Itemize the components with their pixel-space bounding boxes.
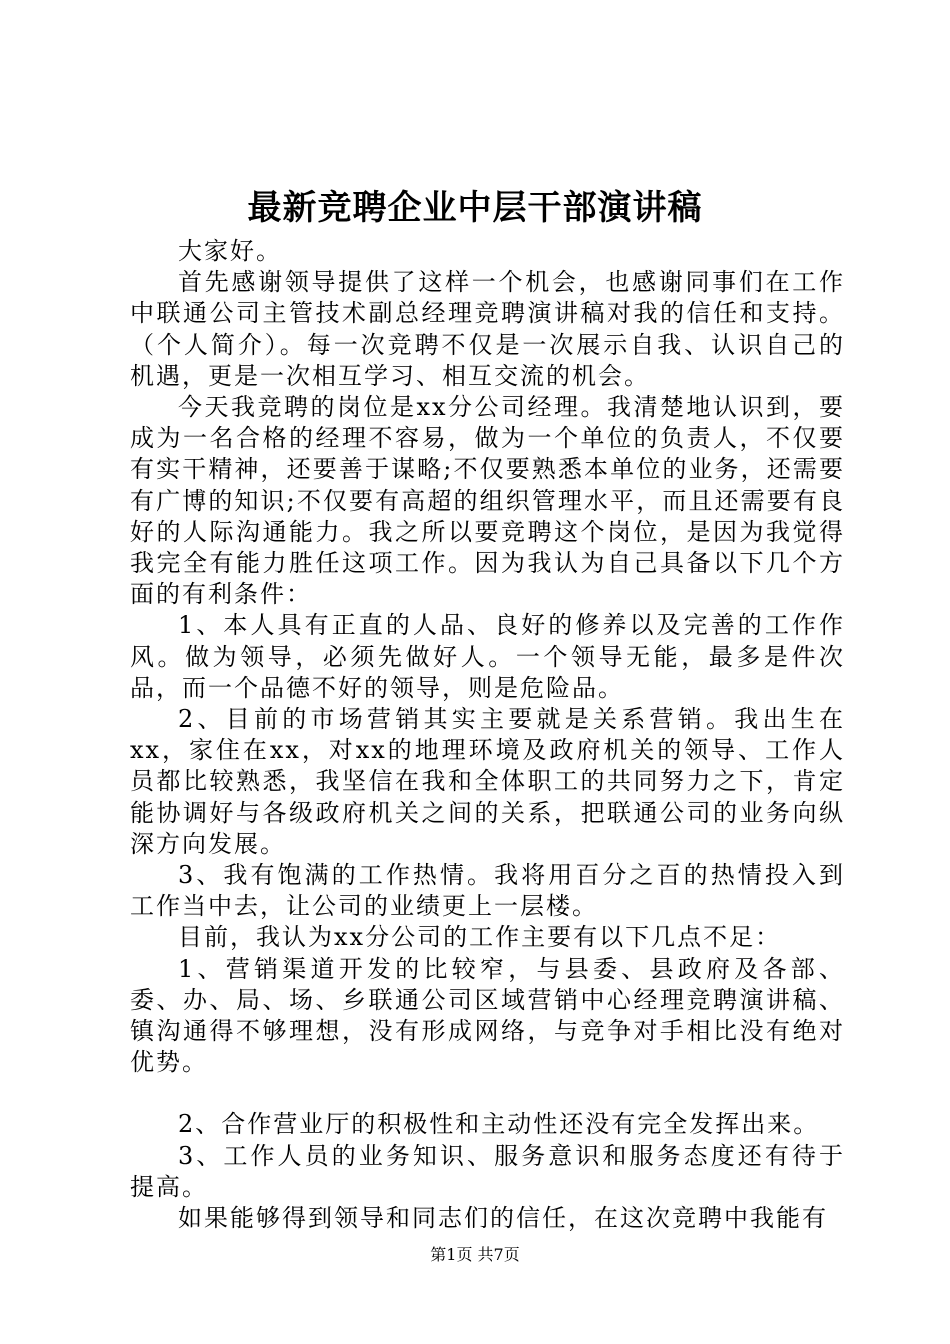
paragraph-shortcoming-2: 2、合作营业厅的积极性和主动性还没有完全发挥出来。: [178, 1110, 820, 1139]
page-number-footer: 第1页 共7页: [430, 1245, 520, 1264]
paragraph-position: 今天我竞聘的岗位是xx分公司经理。我清楚地认识到，要成为一名合格的经理不容易，做为一个单位的负责人，不仅要有实干精神，还要善于谋略;不仅要熟悉本单位的业务，还需要有广博的知识;不仅要有高超的组织管理水平，而且还需要有良好的人际沟通能力。我之所以要竞聘这个岗位，是因为我觉得我完全有能力胜任这项工作。因为我认为自己具备以下几个方面的有利条件：: [130, 393, 845, 609]
paragraph-condition-1: 1、本人具有正直的人品、良好的修养以及完善的工作作风。做为领导，必须先做好人。一个领导无能，最多是件次品，而一个品德不好的领导，则是危险品。: [130, 611, 845, 702]
paragraph-shortcoming-1: 1、营销渠道开发的比较窄，与县委、县政府及各部、委、办、局、场、乡联通公司区域营销中心经理竞聘演讲稿、镇沟通得不够理想，没有形成网络，与竞争对手相比没有绝对优势。: [130, 954, 845, 1077]
paragraph-shortcoming-3: 3、工作人员的业务知识、服务意识和服务态度还有待于提高。: [130, 1141, 845, 1201]
paragraph-condition-2: 2、目前的市场营销其实主要就是关系营销。我出生在xx，家住在xx，对xx的地理环境及政府机关的领导、工作人员都比较熟悉，我坚信在我和全体职工的共同努力之下，肯定能协调好与各级政府机关之间的关系，把联通公司的业务向纵深方向发展。: [130, 705, 845, 858]
paragraph-closing: 如果能够得到领导和同志们的信任，在这次竞聘中我能有: [178, 1204, 828, 1233]
document-body: [130, 236, 845, 1234]
document-title: 最新竞聘企业中层干部演讲稿: [247, 188, 703, 228]
paragraph-shortcomings-intro: 目前，我认为xx分公司的工作主要有以下几点不足：: [178, 923, 782, 952]
paragraph-condition-3: 3、我有饱满的工作热情。我将用百分之百的热情投入到工作当中去，让公司的业绩更上一层楼。: [130, 861, 845, 921]
paragraph-thanks: 首先感谢领导提供了这样一个机会，也感谢同事们在工作中联通公司主管技术副总经理竞聘演讲稿对我的信任和支持。（个人简介）。每一次竞聘不仅是一次展示自我、认识自己的机遇，更是一次相互学习、相互交流的机会。: [130, 268, 845, 390]
paragraph-greeting: 大家好。: [178, 237, 282, 265]
